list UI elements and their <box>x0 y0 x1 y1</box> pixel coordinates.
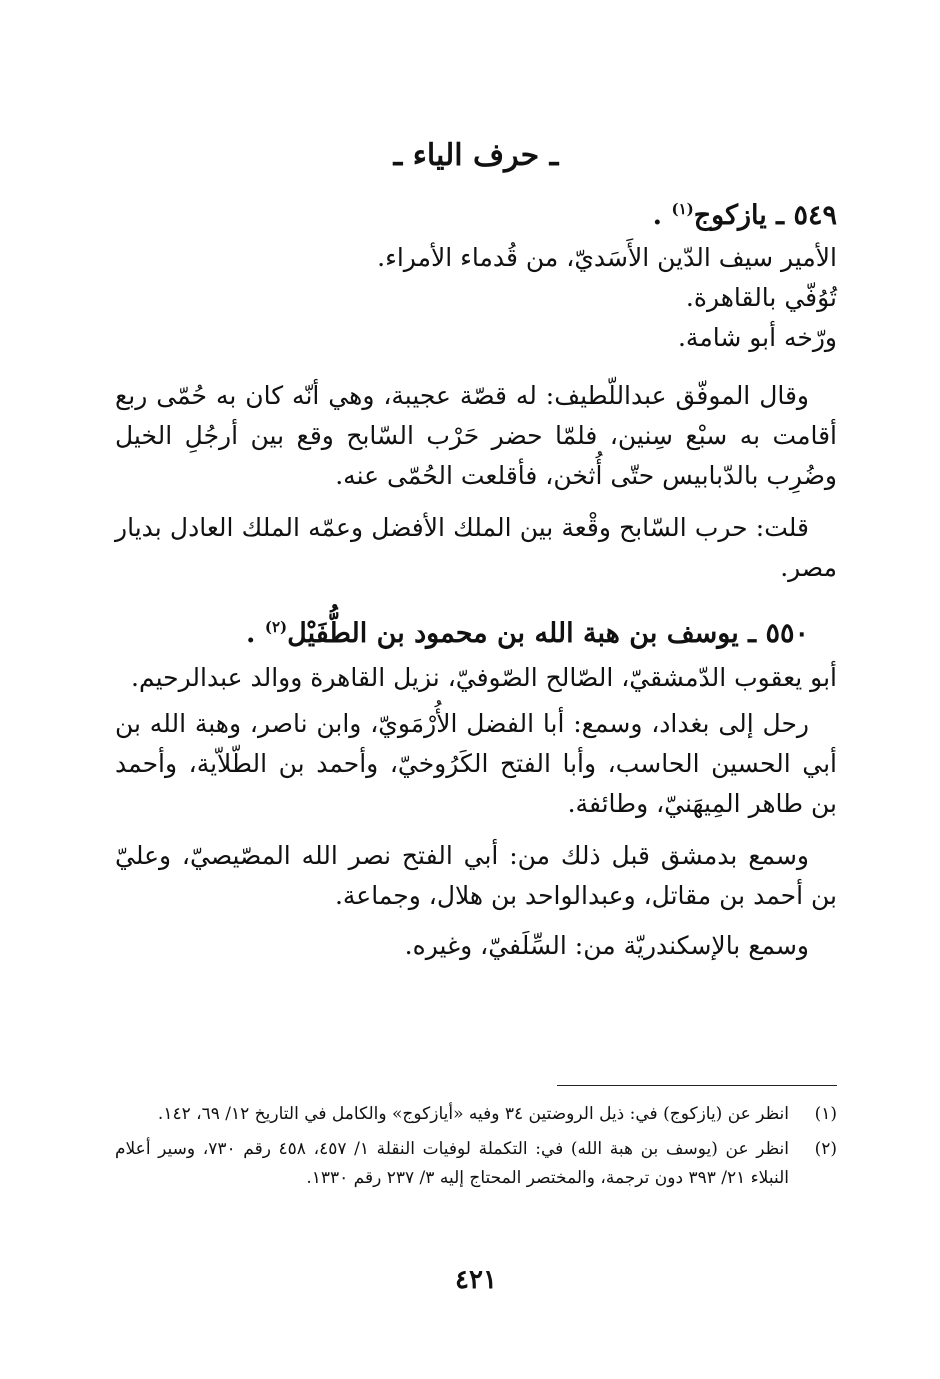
entry-549-line-2: تُوُفّي بالقاهرة. <box>685 283 837 312</box>
page-content <box>115 0 837 1379</box>
footnote-divider <box>557 1085 837 1086</box>
entry-550-paragraph-4: وسمع بالإسكندريّة من: السِّلَفيّ، وغيره. <box>404 931 809 960</box>
footnote-ref-1[interactable]: (١) <box>671 200 694 218</box>
entry-550-paragraph-3: وسمع بدمشق قبل ذلك من: أبي الفتح نصر الله المصّيصيّ، وعليّ بن أحمد بن مقاتل، وعبدالواحد بن هلال، وجماعة. <box>115 841 837 910</box>
entry-549-paragraph-2: قلت: حرب السّابح وقْعة بين الملك الأفضل وعمّه الملك العادل بديار مصر. <box>115 513 837 582</box>
page-number: ٤٢١ <box>455 1265 497 1295</box>
entry-549-line-1: الأمير سيف الدّين الأَسَديّ، من قُدماء الأمراء. <box>377 243 837 272</box>
entry-549-line-3: ورّخه أبو شامة. <box>677 323 837 352</box>
entry-549-title: ٥٤٩ ـ يازكوج <box>693 200 837 231</box>
entry-549-paragraph-1: وقال الموفّق عبداللّطيف: له قصّة عجيبة، وهي أنّه كان به حُمّى ربع أقامت به سبْع سِنين، فلمّا حضر حَرْب السّابح وقع بين أرجُلِ الخيل وضُرِب بالدّبابيس حتّى أُثخن، فأقلعت الحُمّى عنه. <box>115 381 837 490</box>
footnote-2 <box>115 1135 837 1193</box>
entry-550-title: ٥٥٠ ـ يوسف بن هبة الله بن محمود بن الطُّفَيْل <box>287 618 809 649</box>
footnote-1-number: (١) <box>814 1104 837 1124</box>
section-title: ـ حرف الياء ـ <box>393 138 559 173</box>
footnote-ref-2[interactable]: (٢) <box>264 618 288 636</box>
footnote-2-text: انظر عن (يوسف بن هبة الله) في: التكملة لوفيات النقلة ١/ ٤٥٧، ٤٥٨ رقم ٧٣٠، وسير أعلام النبلاء ٢١/ ٣٩٣ دون ترجمة، والمختصر المحتاج إليه ٣/ ٢٣٧ رقم ١٣٣٠. <box>115 1139 789 1188</box>
entry-550-paragraph-1: أبو يعقوب الدّمشقيّ، الصّالح الصّوفيّ، نزيل القاهرة ووالد عبدالرحيم. <box>131 663 837 692</box>
footnote-1-text: انظر عن (يازكوج) في: ذيل الروضتين ٣٤ وفيه «أيازكوج» والكامل في التاريخ ١٢/ ٦٩، ١٤٢. <box>157 1104 789 1124</box>
footnote-2-number: (٢) <box>814 1139 837 1159</box>
entry-550-paragraph-2: رحل إلى بغداد، وسمع: أبا الفضل الأُرْمَويّ، وابن ناصر، وهبة الله بن أبي الحسين الحاسب، وأبا الفتح الكَرُوخيّ، وأحمد بن الطّلاّية، وأحمد بن طاهر المِيهَنيّ، وطائفة. <box>115 709 837 818</box>
entry-549-heading <box>115 196 837 236</box>
entry-549 <box>115 196 837 588</box>
footnotes <box>115 1100 837 1199</box>
footnote-1 <box>115 1100 837 1129</box>
entry-550-heading-end: . <box>246 618 265 649</box>
entry-550-heading <box>115 614 837 654</box>
entry-550 <box>115 614 837 966</box>
entry-549-heading-end: . <box>652 200 672 231</box>
